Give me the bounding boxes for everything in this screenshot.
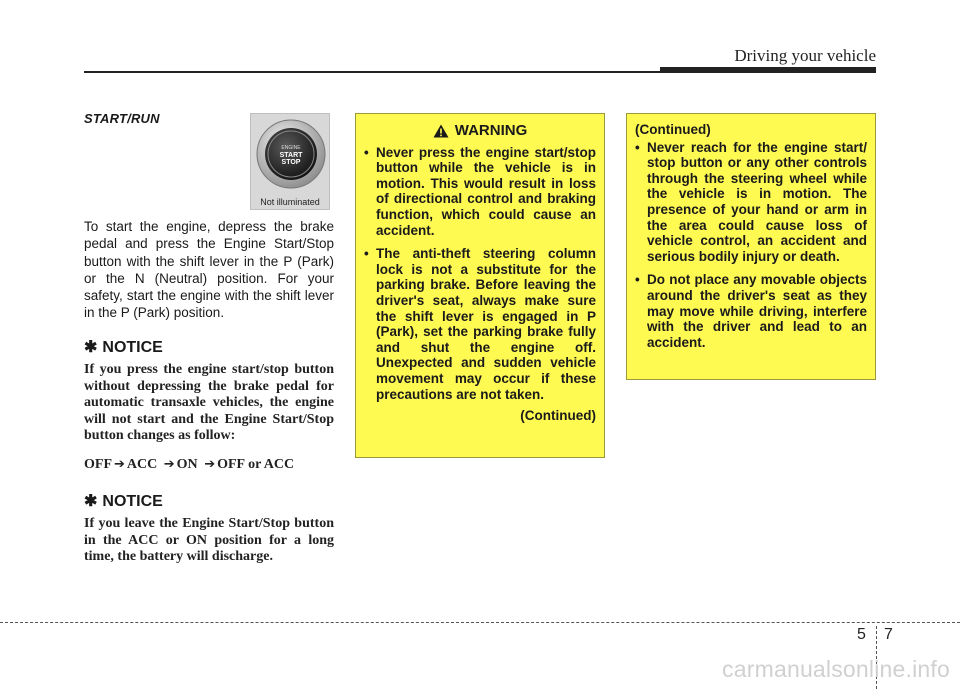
- warning-item-text: Do not place any movable objects around the driver's seat as they may move while driving, interfere with the driver and lead to an accident.: [647, 272, 867, 350]
- warning-item-text: The anti-theft steering column lock is not a substitute for the parking brake. Before leaving the driver's seat, always make sure the shift lever is engaged in P (Park), set the parking brake fully and shut the engine off. Unexpected and sudden vehicle movement may occur if these precautions are not taken.: [376, 246, 596, 402]
- notice-star-icon: ✱: [84, 339, 98, 356]
- photo-caption: Not illuminated: [260, 197, 320, 207]
- warning-item-text: Never press the engine start/stop button while the vehicle is in motion. This would result in loss of directional control and braking function, which could cause an accident.: [376, 144, 596, 238]
- warning-item: [364, 145, 596, 239]
- notice-title-text: NOTICE: [102, 493, 163, 510]
- warning-list: [635, 140, 867, 351]
- warning-triangle-icon: [433, 124, 449, 138]
- bullet-icon: •: [364, 144, 369, 160]
- warning-item: [364, 246, 596, 402]
- arrow-right-icon: ➔: [159, 457, 175, 472]
- notice-title: [84, 491, 163, 511]
- warning-heading: [364, 123, 596, 139]
- header-rule: [84, 71, 660, 73]
- warning-title: WARNING: [454, 122, 528, 139]
- button-text-line: ENGINE: [281, 145, 301, 151]
- page-chapter: 5: [857, 626, 866, 643]
- sequence-step: ON: [176, 457, 198, 472]
- warning-continued: (Continued): [520, 408, 596, 424]
- notice-text: If you press the engine start/stop button without depressing the brake pedal for automatic transaxle vehicles, the engine will not start and the Engine Start/Stop button changes as follow:: [84, 362, 334, 443]
- arrow-right-icon: ➔: [114, 457, 125, 472]
- page-number: 7: [884, 626, 893, 643]
- watermark: carmanualsonline.info: [722, 656, 950, 682]
- warning-item: [635, 140, 867, 265]
- warning-box: [355, 113, 605, 458]
- warning-item-text: Never reach for the engine start/ stop button or any other controls through the steering wheel while the vehicle is in motion. The presence of your hand or arm in the area could cause loss of vehicle control, an accident and serious bodily injury or death.: [647, 139, 867, 264]
- notice-text: If you leave the Engine Start/Stop button in the ACC or ON position for a long time, the battery will discharge.: [84, 516, 334, 564]
- section-title: START/RUN: [84, 111, 160, 126]
- start-run-body: To start the engine, depress the brake pedal and press the Engine Start/Stop button with the shift lever in the P (Park) or the N (Neutral) position. For your safety, start the engine with the shift lever in the P (Park) position.: [84, 219, 334, 321]
- bullet-icon: •: [364, 246, 369, 262]
- arrow-right-icon: ➔: [199, 457, 216, 472]
- button-text-line: STOP: [281, 159, 301, 166]
- notice-title: [84, 337, 163, 357]
- button-text-line: START: [279, 152, 303, 159]
- page-footer-rule: [0, 622, 960, 623]
- start-stop-button-photo: [250, 113, 330, 210]
- header-rule-thick: [660, 67, 876, 73]
- notice-title-text: NOTICE: [102, 339, 163, 356]
- sequence-step: ACC: [126, 457, 158, 472]
- continued-heading: (Continued): [635, 122, 711, 137]
- warning-item: [635, 272, 867, 350]
- warning-box-continued: [626, 113, 876, 380]
- start-stop-button-icon: [251, 114, 330, 210]
- bullet-icon: •: [635, 139, 640, 155]
- bullet-icon: •: [635, 272, 640, 288]
- sequence-step: OFF: [84, 457, 112, 472]
- state-sequence: [84, 457, 294, 473]
- notice-star-icon: ✱: [84, 493, 98, 510]
- warning-list: [364, 145, 596, 403]
- header-title: Driving your vehicle: [734, 46, 876, 65]
- sequence-step: OFF or ACC: [217, 457, 295, 472]
